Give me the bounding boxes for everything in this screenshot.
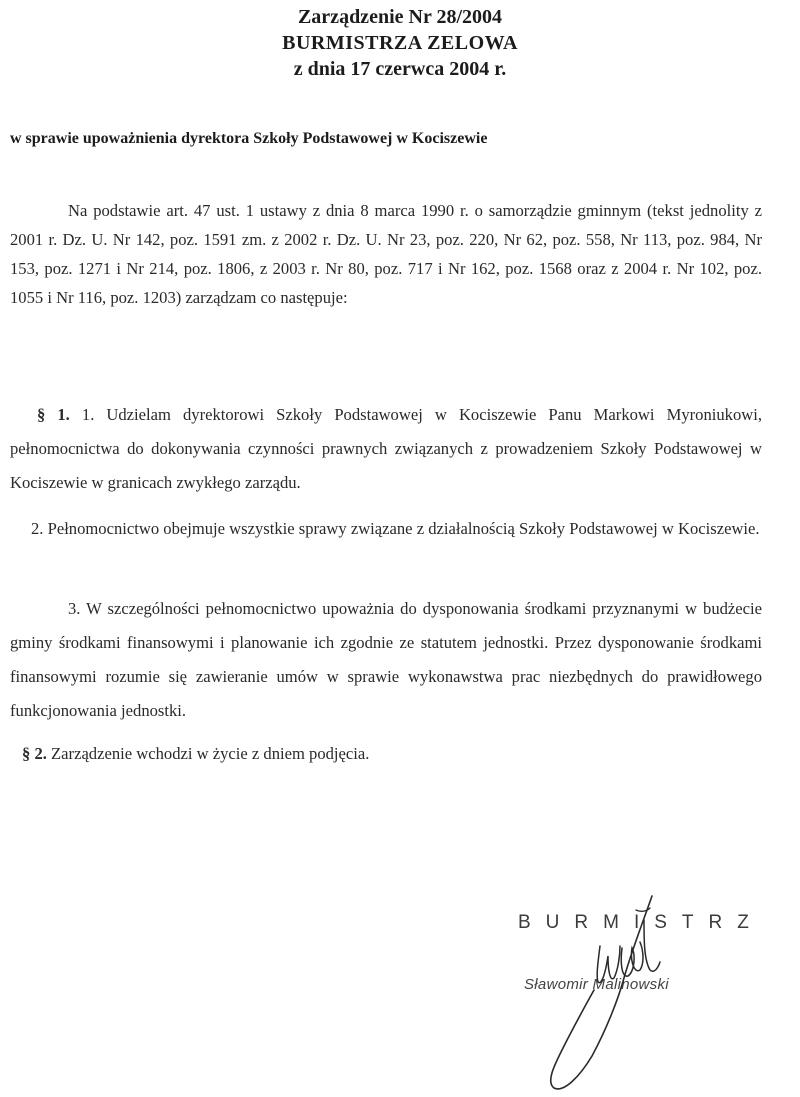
ordinance-number: Zarządzenie Nr 28/2004 <box>297 6 503 28</box>
section-1-mark: § 1. <box>37 405 70 424</box>
subject-line: w sprawie upoważnienia dyrektora Szkoły Podstawowej w Kociszewie <box>10 130 488 147</box>
section-1-point-1-text: 1. Udzielam dyrektorowi Szkoły Podstawowej w Kociszewie Panu Markowi Myroniukowi, pełnomocnictwa do dokonywania czynności prawnych związanych z prowadzeniem Szkoły Podstawowej w Kociszewie w granicach zwykłego zarządu. <box>10 405 762 492</box>
section-1-point-3: 3. W szczególności pełnomocnictwo upoważnia do dysponowania środkami przyznanymi w budżecie gminy środkami finansowymi i planowanie ich zgodnie ze statutem jednostki. Przez dysponowanie środkami finansowymi rozumie się zawieranie umów w sprawie wykonawstwa prac niezbędnych do prawidłowego funkcjonowania jednostki. <box>10 599 762 720</box>
section-2-text: Zarządzenie wchodzi w życie z dniem podjęcia. <box>51 744 370 763</box>
handwritten-signature <box>540 890 680 1095</box>
section-1-point-1 <box>10 398 762 500</box>
document-header <box>0 4 800 82</box>
stamp-name: Sławomir Malinowski <box>524 976 669 993</box>
section-1-point-2: 2. Pełnomocnictwo obejmuje wszystkie sprawy związane z działalnością Szkoły Podstawowej w Kociszewie. <box>31 519 760 538</box>
preamble-paragraph: Na podstawie art. 47 ust. 1 ustawy z dnia 8 marca 1990 r. o samorządzie gminnym (tekst jednolity z 2001 r. Dz. U. Nr 142, poz. 1591 zm. z 2002 r. Dz. U. Nr 23, poz. 220, Nr 62, poz. 558, Nr 113, poz. 984, Nr 153, poz. 1271 i Nr 214, poz. 1806, z 2003 r. Nr 80, poz. 717 i Nr 162, poz. 1568 oraz z 2004 r. Nr 102, poz. 1055 i Nr 116, poz. 1203) zarządzam co następuje: <box>10 201 762 307</box>
issuer: BURMISTRZA ZELOWA <box>282 32 518 54</box>
issue-date: z dnia 17 czerwca 2004 r. <box>293 58 507 80</box>
section-2 <box>10 740 762 768</box>
stamp-title: BURMISTRZ <box>518 912 764 933</box>
section-2-mark: § 2. <box>22 744 47 763</box>
